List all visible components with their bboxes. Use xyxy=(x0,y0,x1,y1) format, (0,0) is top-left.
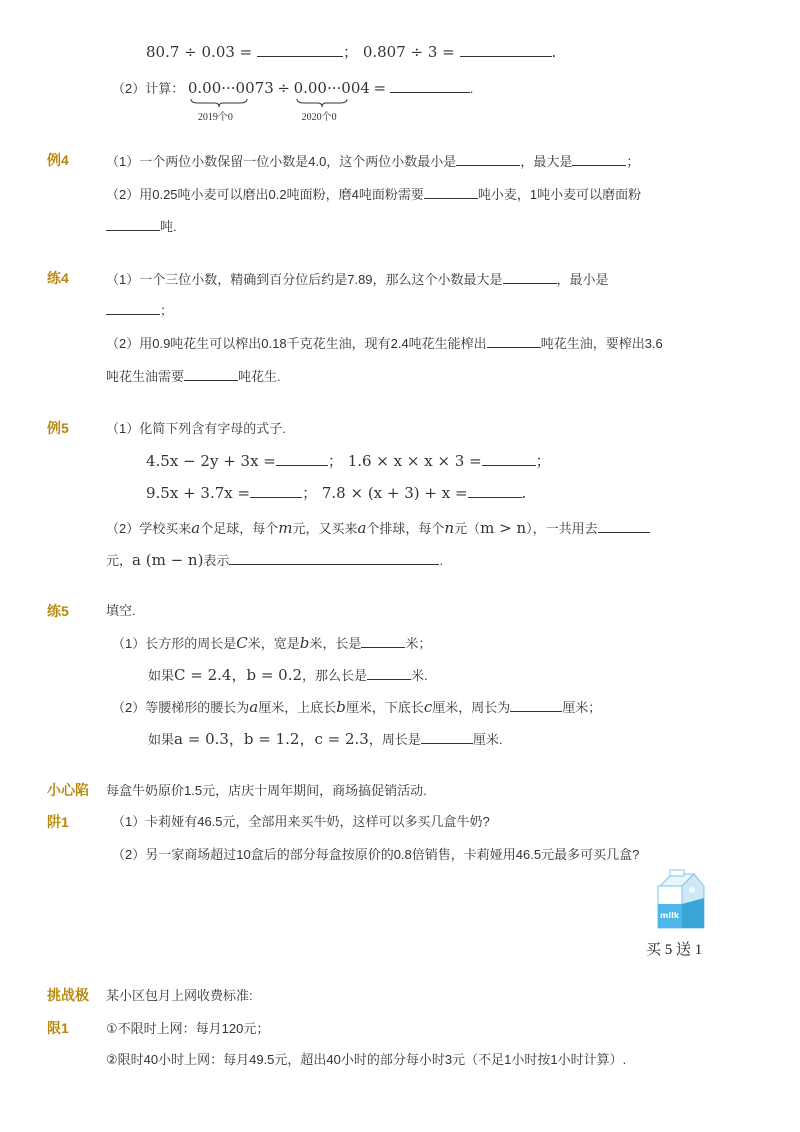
answer-blank[interactable] xyxy=(361,633,405,648)
answer-blank[interactable] xyxy=(503,269,557,284)
answer-blank[interactable] xyxy=(229,550,439,565)
trap-question-1: （1）卡莉娅有46.5元，全部用来买牛奶，这样可以多买几盒牛奶? xyxy=(112,814,490,829)
answer-blank[interactable] xyxy=(460,42,552,57)
practice-5-question-1-if: 如果C = 2.4，b = 0.2，那么长是 米. xyxy=(148,666,428,684)
practice-4-question-2: （2）用0.9吨花生可以榨出0.18千克花生油，现有2.4吨花生能榨出 吨花生油，要榨出3.6 xyxy=(106,333,663,354)
practice-5-tag: 练5 xyxy=(47,603,69,619)
practice-5-intro: 填空. xyxy=(106,603,136,618)
challenge-option-1: ①不限时上网：每月120元； xyxy=(106,1021,270,1036)
challenge-tag-line-2: 限1 xyxy=(47,1020,69,1036)
milk-carton-icon xyxy=(650,868,712,930)
practice-5-question-1: （1）长方形的周长是C米，宽是b米，长是 米； xyxy=(112,634,432,652)
answer-blank[interactable] xyxy=(421,729,473,744)
example-5-question-2: （2）学校买来a个足球，每个m元，又买来a个排球，每个n元（m > n），一共用去 xyxy=(106,518,650,539)
answer-blank[interactable] xyxy=(184,366,238,381)
answer-blank[interactable] xyxy=(456,151,520,166)
compute-label: （2）计算： xyxy=(112,81,185,96)
answer-blank[interactable] xyxy=(572,151,626,166)
answer-blank[interactable] xyxy=(598,518,650,533)
example-4-question-2-cont: 吨. xyxy=(106,216,177,237)
trap-tag-line-1: 小心陷 xyxy=(47,782,89,798)
compute-row: （2）计算： 0.00···0073 2019个0 ÷ 0.00···004 2020个0 = . xyxy=(112,78,473,99)
trap-intro: 每盒牛奶原价1.5元，店庆十周年期间，商场搞促销活动. xyxy=(106,783,427,798)
challenge-option-2: ②限时40小时上网：每月49.5元，超出40小时的部分每小时3元（不足1小时按1小时计算）. xyxy=(106,1052,627,1067)
practice-4-question-1: （1）一个三位小数，精确到百分位后约是7.89，那么这个小数最大是 ，最小是 xyxy=(106,269,609,290)
example-4-question-2: （2）用0.25吨小麦可以磨出0.2吨面粉，磨4吨面粉需要 吨小麦，1吨小麦可以磨面粉 xyxy=(106,184,641,205)
practice-4-tag: 练4 xyxy=(47,270,69,286)
buy-5-get-1-label: 买 5 送 1 xyxy=(646,942,703,958)
brace-label-1: 2019个0 xyxy=(197,112,233,123)
practice-4-question-1-cont: ； xyxy=(106,300,173,321)
underbrace-icon xyxy=(296,98,348,108)
trap-question-2: （2）另一家商场超过10盒后的部分每盒按原价的0.8倍销售，卡莉娅用46.5元最多可买几盒? xyxy=(112,847,640,862)
brace-label-2: 2020个0 xyxy=(301,112,337,123)
answer-blank[interactable] xyxy=(106,216,160,231)
example-5-tag: 例5 xyxy=(47,420,69,436)
answer-blank[interactable] xyxy=(367,665,411,680)
answer-blank[interactable] xyxy=(257,42,343,57)
practice-5-question-2: （2）等腰梯形的腰长为a厘米，上底长b厘米，下底长c厘米，周长为 厘米； xyxy=(112,698,602,716)
example-4-tag: 例4 xyxy=(47,152,69,168)
answer-blank[interactable] xyxy=(424,184,478,199)
milk-label: milk xyxy=(660,911,680,920)
underbrace-icon xyxy=(190,98,248,108)
division-expression-2: 0.807 ÷ 3 = xyxy=(362,43,455,61)
answer-blank[interactable] xyxy=(390,78,470,93)
division-row: 80.7 ÷ 0.03 = ； 0.807 ÷ 3 = . xyxy=(146,43,557,61)
expression-row-2: 9.5x + 3.7x = ； 7.8 × (x + 3) + x = . xyxy=(146,484,527,502)
example-5-question-1: （1）化简下列含有字母的式子. xyxy=(106,421,286,436)
division-expression-1: 80.7 ÷ 0.03 = xyxy=(146,43,253,61)
number-with-brace-2: 0.00···004 2020个0 xyxy=(294,78,370,98)
trap-tag-line-2: 阱1 xyxy=(47,814,69,830)
answer-blank[interactable] xyxy=(510,697,562,712)
practice-4-question-2-cont: 吨花生油需要 吨花生. xyxy=(106,366,281,387)
example-4-question-1: （1）一个两位小数保留一位小数是4.0，这个两位小数最小是 ，最大是 ； xyxy=(106,151,639,172)
answer-blank[interactable] xyxy=(468,483,522,498)
answer-blank[interactable] xyxy=(106,300,160,315)
challenge-intro: 某小区包月上网收费标准: xyxy=(106,988,253,1003)
number-with-brace-1: 0.00···0073 2019个0 xyxy=(188,78,274,98)
example-5-question-2-cont: 元，a (m − n)表示 . xyxy=(106,551,444,569)
challenge-tag-line-1: 挑战极 xyxy=(47,987,89,1003)
answer-blank[interactable] xyxy=(250,483,302,498)
answer-blank[interactable] xyxy=(487,333,541,348)
answer-blank[interactable] xyxy=(276,451,328,466)
answer-blank[interactable] xyxy=(482,451,536,466)
expression-row-1: 4.5x − 2y + 3x = ； 1.6 × x × x × 3 = ； xyxy=(146,452,551,470)
practice-5-question-2-if: 如果a = 0.3，b = 1.2，c = 2.3，周长是 厘米. xyxy=(148,730,503,748)
